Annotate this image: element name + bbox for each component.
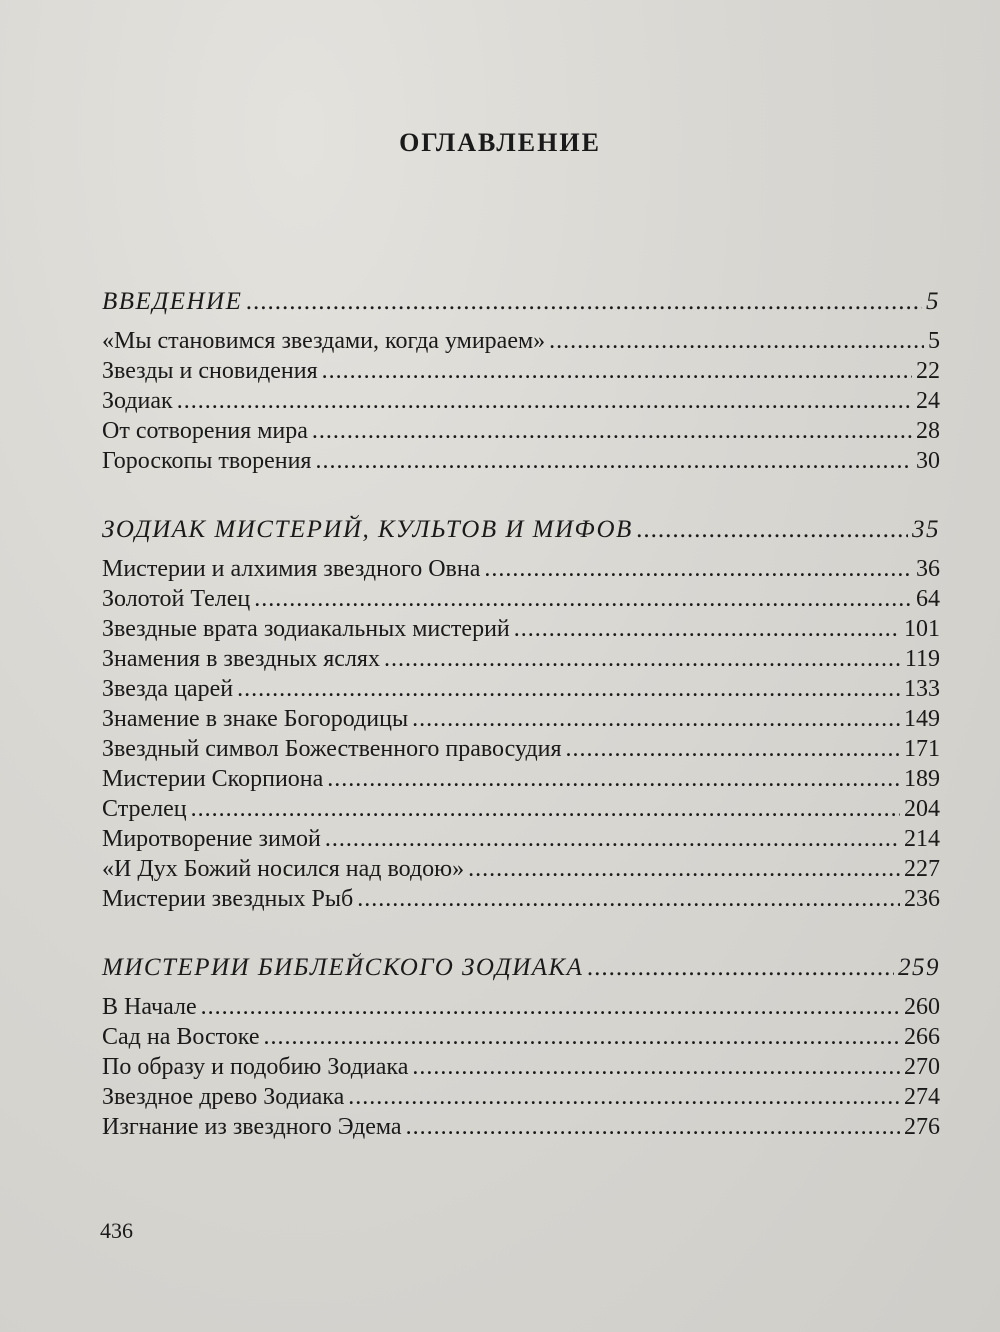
toc-entry-label: Знамения в звездных яслях [102, 646, 380, 672]
toc-section-biblical-zodiac [102, 948, 940, 1142]
toc-entry-page: 5 [928, 328, 940, 354]
toc-entry [102, 854, 940, 884]
toc-entry [102, 446, 940, 476]
toc-entry-page: 133 [904, 676, 940, 702]
table-of-contents [102, 282, 940, 1142]
dot-leader [246, 282, 922, 322]
toc-entry [102, 386, 940, 416]
dot-leader [412, 1052, 900, 1082]
toc-entry-page: 30 [916, 448, 940, 474]
toc-heading-label: МИСТЕРИИ БИБЛЕЙСКОГО ЗОДИАКА [102, 954, 584, 981]
toc-entry-label: Стрелец [102, 796, 187, 822]
toc-entry-page: 36 [916, 556, 940, 582]
toc-entry-page: 119 [904, 646, 940, 672]
toc-entry-label: Мистерии и алхимия звездного Овна [102, 556, 481, 582]
dot-leader [312, 416, 912, 446]
toc-entry [102, 1082, 940, 1112]
dot-leader [191, 794, 900, 824]
toc-section-zodiac-mysteries [102, 510, 940, 914]
toc-entry [102, 824, 940, 854]
toc-entry-page: 227 [904, 856, 940, 882]
toc-entry [102, 356, 940, 386]
toc-entry-page: 64 [916, 586, 940, 612]
toc-entry-label: Сад на Востоке [102, 1024, 260, 1050]
toc-entry-label: «Мы становимся звездами, когда умираем» [102, 328, 546, 354]
toc-entry-label: Звездный символ Божественного правосудия [102, 736, 562, 762]
toc-entry [102, 734, 940, 764]
toc-entry-page: 101 [904, 616, 940, 642]
toc-entry-label: От сотворения мира [102, 418, 308, 444]
toc-entry [102, 704, 940, 734]
toc-entry [102, 794, 940, 824]
dot-leader [637, 510, 908, 550]
toc-entry-label: Мистерии Скорпиона [102, 766, 324, 792]
toc-entry [102, 554, 940, 584]
dot-leader [587, 948, 894, 988]
page-number: 436 [100, 1218, 133, 1243]
toc-entry [102, 416, 940, 446]
toc-entry-label: Знамение в знаке Богородицы [102, 706, 409, 732]
dot-leader [566, 734, 900, 764]
toc-heading-page: 259 [898, 954, 940, 981]
dot-leader [177, 386, 912, 416]
toc-entry-page: 22 [916, 358, 940, 384]
toc-entry [102, 1112, 940, 1142]
dot-leader [322, 356, 912, 386]
toc-entry-label: Звезда царей [102, 676, 234, 702]
dot-leader [484, 554, 912, 584]
toc-entry-label: «И Дух Божий носился над водою» [102, 856, 465, 882]
dot-leader [468, 854, 900, 884]
dot-leader [348, 1082, 900, 1112]
toc-entry-label: Зодиак [102, 388, 173, 414]
dot-leader [327, 764, 900, 794]
toc-entry-label: Мистерии звездных Рыб [102, 886, 354, 912]
toc-entry [102, 1022, 940, 1052]
toc-entry [102, 764, 940, 794]
toc-entry [102, 674, 940, 704]
toc-entry-label: Изгнание из звездного Эдема [102, 1114, 402, 1140]
dot-leader [254, 584, 912, 614]
dot-leader [264, 1022, 900, 1052]
dot-leader [384, 644, 901, 674]
toc-entry [102, 884, 940, 914]
toc-heading-label: ЗОДИАК МИСТЕРИЙ, КУЛЬТОВ И МИФОВ [102, 516, 633, 543]
toc-entry-label: В Начале [102, 994, 197, 1020]
toc-entry-page: 270 [904, 1054, 940, 1080]
dot-leader [514, 614, 900, 644]
toc-entry-page: 236 [904, 886, 940, 912]
toc-entry-label: По образу и подобию Зодиака [102, 1054, 409, 1080]
dot-leader [315, 446, 912, 476]
toc-entry-label: Миротворение зимой [102, 826, 321, 852]
dot-leader [201, 992, 900, 1022]
toc-heading-label: ВВЕДЕНИЕ [102, 288, 243, 315]
toc-entry [102, 992, 940, 1022]
toc-entry-label: Гороскопы творения [102, 448, 312, 474]
toc-entry-page: 149 [904, 706, 940, 732]
dot-leader [549, 326, 924, 356]
toc-section-introduction [102, 282, 940, 476]
toc-heading [102, 948, 940, 988]
toc-entry-page: 266 [904, 1024, 940, 1050]
toc-entry-page: 171 [904, 736, 940, 762]
toc-entry-page: 214 [904, 826, 940, 852]
toc-heading [102, 510, 940, 550]
toc-entry-page: 189 [904, 766, 940, 792]
toc-entry-label: Звездные врата зодиакальных мистерий [102, 616, 510, 642]
dot-leader [237, 674, 900, 704]
dot-leader [357, 884, 900, 914]
toc-entry-page: 260 [904, 994, 940, 1020]
toc-entry-label: Звездное древо Зодиака [102, 1084, 345, 1110]
toc-entry [102, 614, 940, 644]
toc-entry-page: 24 [916, 388, 940, 414]
toc-heading-page: 5 [926, 288, 940, 315]
toc-heading [102, 282, 940, 322]
toc-entry-page: 204 [904, 796, 940, 822]
toc-heading-page: 35 [912, 516, 940, 543]
toc-entry-label: Звезды и сновидения [102, 358, 318, 384]
page-title: ОГЛАВЛЕНИЕ [399, 128, 601, 157]
dot-leader [406, 1112, 900, 1142]
dot-leader [412, 704, 900, 734]
dot-leader [325, 824, 900, 854]
toc-entry [102, 644, 940, 674]
toc-entry-page: 276 [904, 1114, 940, 1140]
toc-entry-label: Золотой Телец [102, 586, 251, 612]
toc-entry [102, 326, 940, 356]
toc-entry-page: 28 [916, 418, 940, 444]
toc-entry [102, 584, 940, 614]
toc-entry [102, 1052, 940, 1082]
toc-entry-page: 274 [904, 1084, 940, 1110]
